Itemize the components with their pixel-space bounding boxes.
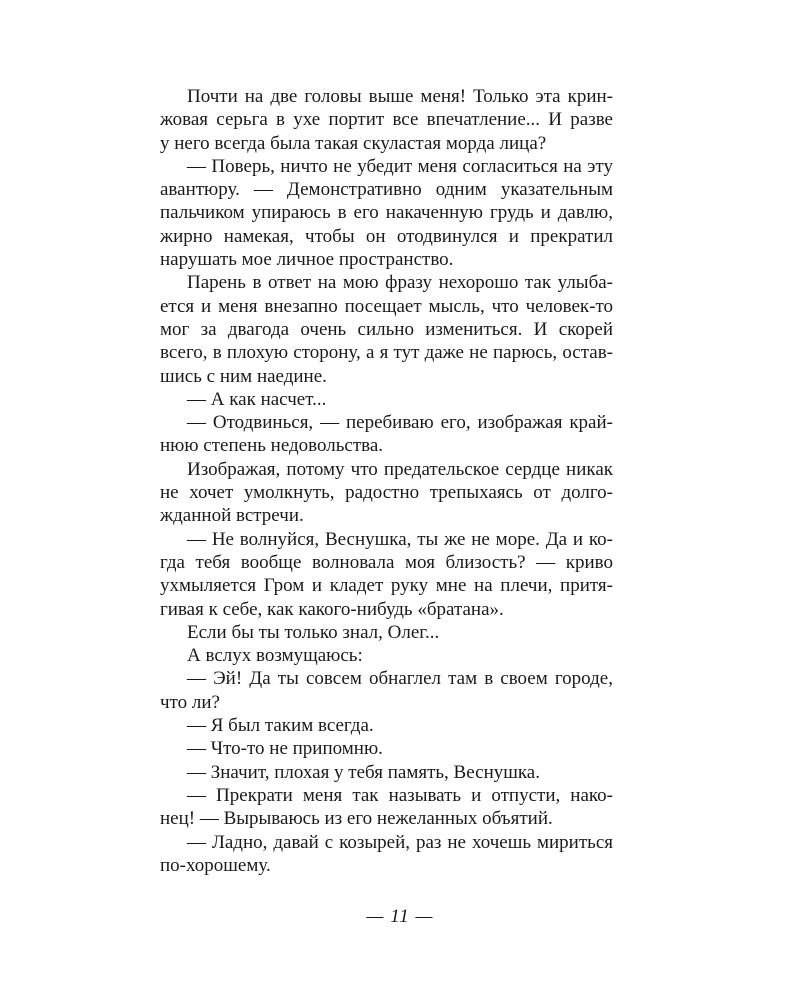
body-text [160, 85, 613, 877]
text-line: — Что-то не припомню. [187, 738, 383, 760]
text-line: ется и меня внезапно посещает мысль, что человек-то [160, 295, 613, 317]
text-line: — А как насчет... [187, 388, 327, 410]
text-line: мог за двагода очень сильно измениться. И скорей [160, 318, 613, 340]
text-line: Почти на две головы выше меня! Только эта крин- [187, 86, 613, 107]
text-line: гда тебя вообще волновала моя близость? — криво [160, 551, 613, 573]
text-line: Парень в ответ на мою фразу нехорошо так улыба- [187, 272, 613, 294]
text-line: пальчиком упираюсь в его накаченную грудь и давлю, [160, 202, 613, 224]
text-line: — Эй! Да ты совсем обнаглел там в своем городе, [187, 668, 613, 690]
text-line: — Поверь, ничто не убедит меня согласиться на эту [187, 155, 613, 177]
text-line: авантюру. — Демонстративно одним указательным [160, 179, 613, 201]
page-number: — 11 — [366, 906, 434, 927]
text-line: нец! — Вырываюсь из его нежеланных объятий. [160, 808, 553, 830]
text-line: — Значит, плохая у тебя память, Веснушка. [187, 761, 540, 783]
text-line: гивая к себе, как какого-нибудь «братана». [160, 598, 504, 620]
text-line: Изображая, потому что предательское сердце никак [187, 458, 613, 480]
text-line: А вслух возмущаюсь: [187, 645, 363, 667]
text-line: — Ладно, давай с козырей, раз не хочешь мириться [187, 831, 613, 853]
text-line: — Я был таким всегда. [187, 715, 374, 737]
text-line: всего, в плохую сторону, а я тут даже не парюсь, остав- [160, 342, 613, 364]
text-line: жданной встречи. [160, 505, 304, 527]
text-line: жовая серьга в ухе портит все впечатление... И разве [160, 109, 613, 131]
text-line: что ли? [160, 691, 220, 713]
text-line: не хочет умолкнуть, радостно трепыхаясь от долго- [160, 482, 613, 504]
text-line: — Отодвинься, — перебиваю его, изображая край- [187, 412, 613, 434]
text-line: Если бы ты только знал, Олег... [187, 621, 440, 643]
text-line: жирно намекая, чтобы он отодвинулся и прекратил [160, 225, 613, 247]
text-line: у него всегда была такая скуластая морда лица? [160, 132, 547, 154]
text-line: ухмыляется Гром и кладет руку мне на плечи, притя- [160, 575, 613, 597]
text-line: нарушать мое личное пространство. [160, 249, 454, 271]
text-line: — Не волнуйся, Веснушка, ты же не море. Да и ко- [187, 528, 613, 550]
text-line: нюю степень недовольства. [160, 435, 384, 457]
text-line: по-хорошему. [160, 854, 271, 876]
text-line: — Прекрати меня так называть и отпусти, нако- [187, 784, 613, 806]
text-line: шись с ним наедине. [160, 365, 327, 387]
